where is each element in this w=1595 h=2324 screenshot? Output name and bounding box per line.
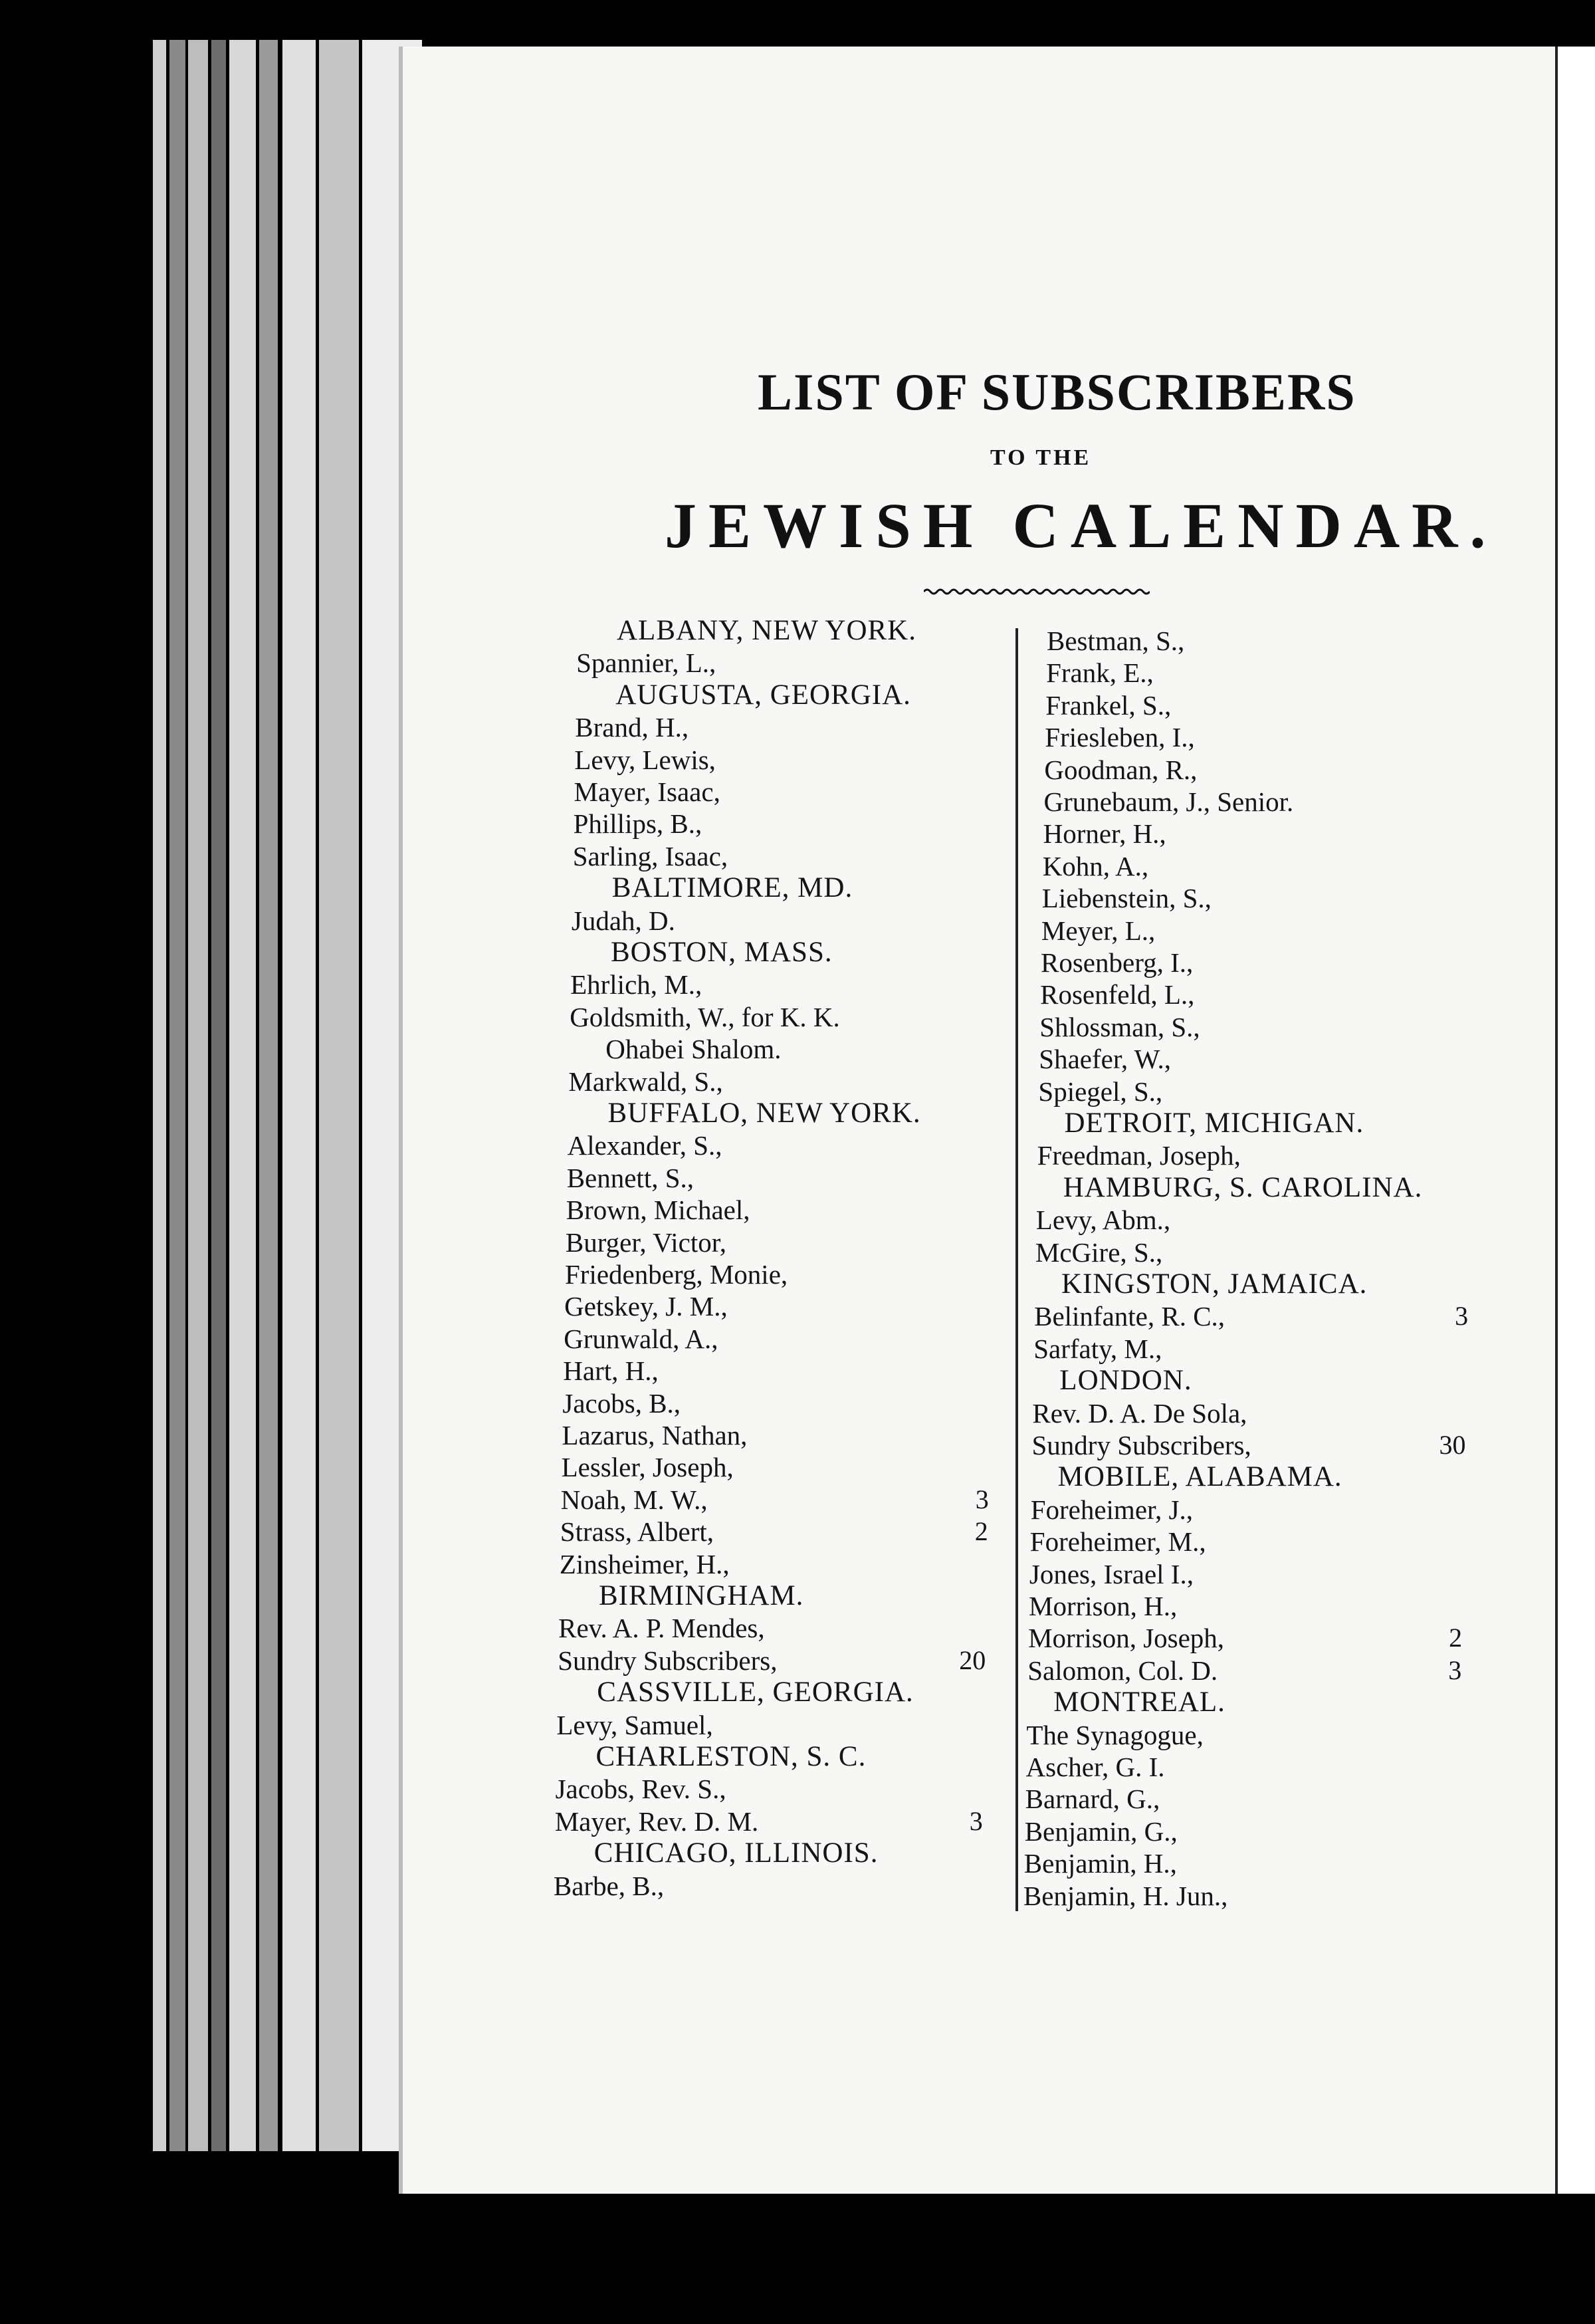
- subscriber-entry: Levy, Abm.,: [1035, 1205, 1171, 1236]
- subscriber-entry: Bestman, S.,: [1047, 626, 1185, 656]
- subscriber-entry: Rev. D. A. De Sola,: [1032, 1397, 1247, 1429]
- city-heading: BALTIMORE, MD.: [611, 872, 853, 904]
- subscriber-entry: Mayer, Rev. D. M.: [554, 1805, 759, 1837]
- copies-count: 20: [959, 1645, 986, 1675]
- subscriber-entry: Sarfaty, M.,: [1033, 1333, 1162, 1364]
- subscriber-entry: Benjamin, G.,: [1024, 1815, 1178, 1847]
- subscriber-entry: Goodman, R.,: [1044, 754, 1198, 785]
- subscriber-entry: Zinsheimer, H.,: [559, 1548, 730, 1579]
- subscriber-entry: Salomon, Col. D.: [1027, 1655, 1218, 1686]
- subscriber-entry: Barnard, G.,: [1025, 1784, 1160, 1815]
- subscriber-entry: Grunebaum, J., Senior.: [1043, 786, 1294, 817]
- copies-count: 3: [1455, 1301, 1469, 1332]
- subscriber-entry: Rev. A. P. Mendes,: [558, 1613, 765, 1644]
- subscriber-entry: Benjamin, H.,: [1023, 1848, 1177, 1879]
- subscriber-entry: Goldsmith, W., for K. K.: [570, 1001, 840, 1032]
- copies-count: 3: [1448, 1655, 1462, 1685]
- subscriber-entry: Mayer, Isaac,: [574, 776, 720, 807]
- city-heading: CASSVILLE, GEORGIA.: [597, 1677, 914, 1708]
- subscriber-entry: Barbe, B.,: [553, 1870, 665, 1901]
- subscriber-entry: Judah, D.: [571, 905, 675, 936]
- subscriber-entry: Foreheimer, M.,: [1029, 1526, 1206, 1558]
- city-heading: BOSTON, MASS.: [611, 937, 833, 968]
- subscriber-entry: Sundry Subscribers,: [1031, 1430, 1251, 1460]
- subscriber-entry: Noah, M. W.,: [560, 1484, 708, 1515]
- city-heading: CHICAGO, ILLINOIS.: [593, 1837, 879, 1869]
- city-heading: BIRMINGHAM.: [599, 1580, 804, 1611]
- subscriber-entry: Levy, Samuel,: [556, 1709, 713, 1740]
- subscriber-entry: Rosenberg, I.,: [1041, 947, 1194, 978]
- city-heading: MOBILE, ALABAMA.: [1057, 1461, 1342, 1493]
- subscriber-entry: Sundry Subscribers,: [558, 1645, 778, 1676]
- subscriber-entry: Bennett, S.,: [566, 1162, 694, 1193]
- subscriber-entry: Meyer, L.,: [1041, 915, 1156, 946]
- subscriber-entry: Brown, Michael,: [566, 1195, 750, 1226]
- copies-count: 2: [974, 1516, 988, 1547]
- subscriber-entry: Foreheimer, J.,: [1030, 1494, 1193, 1525]
- page-title: LIST OF SUBSCRIBERS: [758, 363, 1356, 421]
- subscriber-entry: Jacobs, B.,: [562, 1387, 681, 1419]
- city-heading: AUGUSTA, GEORGIA.: [615, 679, 911, 711]
- column-divider: [1015, 628, 1018, 1911]
- subscriber-entry: Spiegel, S.,: [1038, 1076, 1163, 1107]
- book-edge: [319, 40, 359, 2151]
- city-heading: HAMBURG, S. CAROLINA.: [1063, 1171, 1423, 1203]
- subscriber-entry: Strass, Albert,: [560, 1516, 714, 1548]
- subscriber-entry: Benjamin, H. Jun.,: [1023, 1880, 1228, 1911]
- subscriber-entry: Burger, Victor,: [565, 1226, 727, 1258]
- copies-count: 2: [1449, 1623, 1463, 1653]
- subscriber-entry: Freedman, Joseph,: [1037, 1140, 1241, 1171]
- subscriber-entry: Getskey, J. M.,: [564, 1291, 728, 1322]
- subscriber-entry: Kohn, A.,: [1042, 850, 1149, 881]
- subscriber-entry: Frank, E.,: [1046, 657, 1154, 689]
- subscriber-entry: Hart, H.,: [563, 1355, 659, 1387]
- subscriber-entry: Phillips, B.,: [573, 808, 702, 840]
- book-edge: [211, 40, 226, 2151]
- city-heading: MONTREAL.: [1053, 1686, 1225, 1718]
- calendar-heading: JEWISH CALENDAR.: [665, 490, 1498, 561]
- subscriber-entry: McGire, S.,: [1035, 1236, 1163, 1268]
- city-heading: DETROIT, MICHIGAN.: [1064, 1107, 1364, 1139]
- subscriber-entry: Alexander, S.,: [567, 1130, 722, 1161]
- city-heading: BUFFALO, NEW YORK.: [607, 1098, 921, 1129]
- subscriber-entry: Markwald, S.,: [568, 1066, 723, 1097]
- subscriber-entry: Sarling, Isaac,: [572, 840, 728, 872]
- subscriber-entry: Lessler, Joseph,: [561, 1452, 734, 1483]
- subscriber-entry: Horner, H.,: [1043, 818, 1166, 850]
- subscriber-entry: Frankel, S.,: [1045, 689, 1172, 721]
- subscriber-entry: Shaefer, W.,: [1039, 1044, 1172, 1075]
- subscriber-entry: Ehrlich, M.,: [570, 969, 702, 1000]
- subscriber-entry: Ohabei Shalom.: [605, 1034, 782, 1065]
- subscriber-entry: Lazarus, Nathan,: [562, 1420, 748, 1451]
- subscriber-entry: Belinfante, R. C.,: [1034, 1301, 1225, 1332]
- city-heading: LONDON.: [1059, 1365, 1192, 1397]
- book-edge: [229, 40, 256, 2151]
- copies-count: 3: [969, 1805, 983, 1836]
- copies-count: 3: [975, 1484, 989, 1514]
- subscriber-entry: Morrison, H.,: [1029, 1591, 1178, 1621]
- city-heading: KINGSTON, JAMAICA.: [1061, 1268, 1368, 1300]
- subscriber-entry: The Synagogue,: [1026, 1719, 1204, 1750]
- subscriber-entry: Ascher, G. I.: [1025, 1752, 1165, 1782]
- book-edge: [259, 40, 278, 2151]
- subscriber-entry: Rosenfeld, L.,: [1040, 979, 1195, 1010]
- subscriber-entry: Brand, H.,: [575, 712, 689, 743]
- city-heading: ALBANY, NEW YORK.: [617, 615, 916, 646]
- subscriber-entry: Shlossman, S.,: [1039, 1011, 1200, 1042]
- page-subtitle: TO THE: [990, 445, 1092, 470]
- subscriber-entry: Grunwald, A.,: [564, 1323, 718, 1354]
- subscriber-entry: Morrison, Joseph,: [1028, 1623, 1225, 1654]
- facing-page-edge: [1555, 47, 1595, 2194]
- city-heading: CHARLESTON, S. C.: [595, 1741, 867, 1772]
- subscriber-entry: Friesleben, I.,: [1045, 722, 1195, 753]
- copies-count: 30: [1439, 1430, 1466, 1460]
- subscriber-entry: Levy, Lewis,: [574, 744, 716, 775]
- subscriber-entry: Jones, Israel I.,: [1029, 1558, 1194, 1589]
- book-edge: [188, 40, 208, 2151]
- subscriber-entry: Jacobs, Rev. S.,: [555, 1774, 726, 1805]
- book-edge: [169, 40, 185, 2151]
- subscriber-entry: Liebenstein, S.,: [1041, 883, 1212, 914]
- book-edge: [153, 40, 166, 2151]
- subscriber-entry: Spannier, L.,: [576, 647, 716, 679]
- book-edge: [282, 40, 316, 2151]
- subscriber-entry: Friedenberg, Monie,: [565, 1259, 788, 1290]
- ornament-rule: [924, 585, 1150, 598]
